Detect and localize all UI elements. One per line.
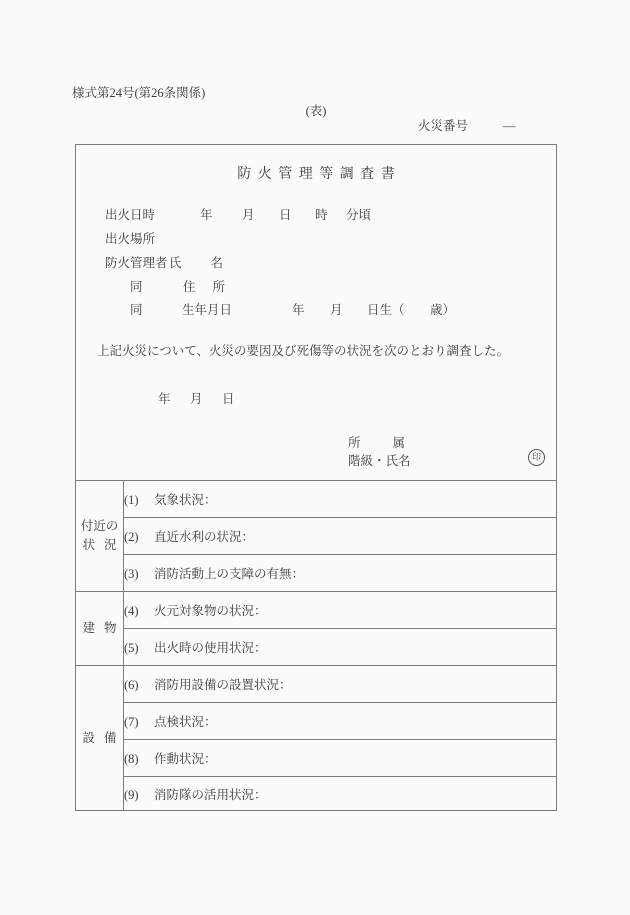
manager-address-field-label: 住所	[183, 280, 243, 294]
unit-year: 年	[200, 208, 213, 222]
item-operation	[124, 740, 557, 777]
report-date-day: 日	[222, 392, 235, 406]
item-obstruction	[124, 555, 557, 592]
unit-hour: 時	[315, 208, 328, 222]
group-label-surroundings	[76, 481, 124, 592]
item-label: 消防隊の活用状況：	[154, 787, 267, 802]
item-fire-origin-object	[124, 592, 557, 629]
unit-month: 月	[242, 208, 255, 222]
item-number: (3)	[124, 567, 139, 581]
table-row	[76, 777, 557, 811]
birth-unit-month: 月	[330, 303, 343, 317]
unit-minute: 分頃	[346, 208, 372, 222]
ignition-place-label: 出火場所	[105, 232, 156, 246]
item-brigade-utilization	[124, 777, 557, 811]
table-row	[76, 740, 557, 777]
form-number: 様式第24号(第26条関係)	[72, 86, 206, 100]
manager-label: 防火管理者	[105, 256, 168, 270]
group-label-equipment	[76, 666, 124, 811]
seal-mark-icon	[528, 449, 545, 466]
item-number: (9)	[124, 787, 139, 802]
rank-name-label: 階級・氏名	[348, 454, 411, 468]
fire-number-label: 火災番号	[418, 119, 469, 133]
item-number: (2)	[124, 530, 139, 544]
group-label-line: 建物	[82, 621, 126, 635]
side-label: (表)	[305, 104, 327, 118]
table-row	[76, 481, 557, 518]
ditto-label-address: 同	[130, 280, 143, 294]
survey-table	[75, 480, 557, 811]
birth-unit-day-paren: 日生（	[367, 303, 405, 317]
table-row	[76, 703, 557, 740]
statement-text: 上記火災について、火災の要因及び死傷等の状況を次のとおり調査した。	[97, 344, 510, 358]
item-weather	[124, 481, 557, 518]
group-label-building	[76, 592, 124, 666]
affiliation-label: 所属	[348, 436, 438, 450]
manager-birth-field-label: 生年月日	[182, 303, 233, 317]
birth-unit-year: 年	[292, 303, 305, 317]
table-row	[76, 592, 557, 629]
item-water-supply	[124, 518, 557, 555]
item-number: (6)	[124, 678, 139, 692]
table-row	[76, 666, 557, 703]
fire-number-value: —	[503, 119, 516, 133]
item-label: 消防用設備の設置状況：	[154, 678, 292, 692]
table-row	[76, 629, 557, 666]
group-label-line: 付近の	[80, 519, 119, 533]
item-number: (5)	[124, 641, 139, 655]
item-label: 点検状況：	[154, 715, 217, 729]
birth-unit-age-paren: 歳）	[430, 303, 456, 317]
manager-name-field-label: 氏名	[169, 256, 253, 270]
item-label: 消防活動上の支障の有無：	[154, 567, 305, 581]
item-equipment-installation	[124, 666, 557, 703]
item-label: 火元対象物の状況：	[154, 604, 267, 618]
report-date-month: 月	[190, 392, 203, 406]
table-row	[76, 518, 557, 555]
item-inspection	[124, 703, 557, 740]
group-label-line: 状況	[82, 538, 126, 552]
item-label: 直近水利の状況：	[154, 530, 255, 544]
report-date-year: 年	[158, 392, 171, 406]
item-number: (8)	[124, 752, 139, 766]
item-number: (4)	[124, 604, 139, 618]
item-number: (7)	[124, 715, 139, 729]
group-label-line: 設備	[82, 730, 126, 745]
item-label: 出火時の使用状況：	[154, 641, 267, 655]
ditto-label-birth: 同	[130, 303, 143, 317]
item-label: 気象状況：	[154, 493, 217, 507]
document-title: 防火管理等調査書	[237, 167, 402, 182]
item-usage-at-ignition	[124, 629, 557, 666]
unit-day: 日	[279, 208, 292, 222]
item-number: (1)	[124, 493, 139, 507]
ignition-datetime-label: 出火日時	[105, 208, 156, 222]
item-label: 作動状況：	[154, 752, 217, 766]
seal-text: 印	[531, 452, 541, 462]
table-row	[76, 555, 557, 592]
form-main-box	[75, 144, 557, 481]
